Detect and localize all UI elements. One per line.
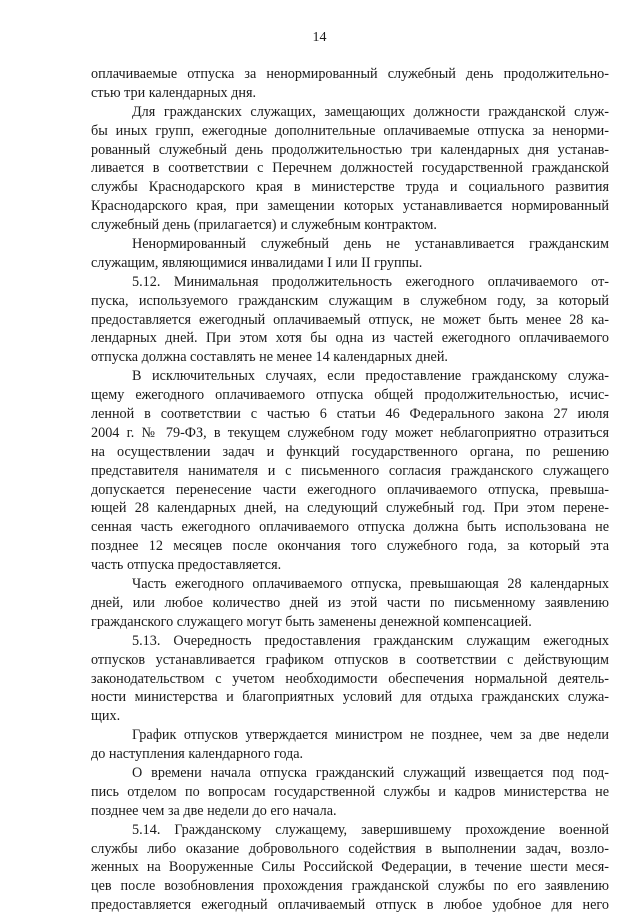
text-line: служебный день (прилагается) и служебным контрактом. <box>91 217 437 234</box>
text-line: бы иных групп, ежегодные дополнительные оплачиваемые отпуска за ненорми- <box>91 122 609 139</box>
text-line: законодательством с учетом необходимости обеспечения нормальной деятель- <box>91 670 609 687</box>
text-line: позднее 12 месяцев после окончания того служебного года, за который эта <box>91 538 609 555</box>
text-line: службы либо оказание добровольного содействия в выполнении задач, возло- <box>91 840 609 857</box>
text-line: стью три календарных дня. <box>91 84 257 101</box>
text-line: гражданского служащего могут быть заменены денежной компенсацией. <box>91 613 532 630</box>
text-line: женных на Вооруженные Силы Российской Федерации, в течение шести меся- <box>91 859 609 876</box>
text-line: 5.12. Минимальная продолжительность ежегодного оплачиваемого от- <box>132 273 609 290</box>
text-line: щему ежегодного оплачиваемого отпуска общей продолжительностью, исчис- <box>91 387 609 404</box>
paragraph <box>91 726 609 764</box>
text-line: График отпусков утверждается министром не позднее, чем за две недели <box>132 727 609 744</box>
paragraph <box>91 65 609 103</box>
page-number: 14 <box>312 30 327 45</box>
paragraph <box>91 632 609 726</box>
paragraph <box>91 367 609 575</box>
paragraph <box>91 764 609 821</box>
paragraph <box>91 103 609 235</box>
text-line: О времени начала отпуска гражданский служащий извещается под под- <box>132 764 609 781</box>
text-line: ности министерства и благоприятных условий для отдыха гражданских служа- <box>91 689 609 706</box>
text-line: отпуска должна составлять не менее 14 календарных дней. <box>91 349 448 366</box>
paragraph <box>91 273 609 367</box>
text-line: Ненормированный служебный день не устанавливается гражданским <box>132 236 609 253</box>
text-line: Для гражданских служащих, замещающих должности гражданской служ- <box>132 103 609 120</box>
text-line: часть отпуска предоставляется. <box>91 557 282 574</box>
text-line: 5.14. Гражданскому служащему, завершившему прохождение военной <box>132 821 609 838</box>
text-line: Краснодарского края, при замещении которых устанавливается нормированный <box>91 198 609 215</box>
document-body <box>91 65 609 915</box>
text-line: отпусков устанавливается графиком отпусков в соответствии с действующим <box>91 651 609 668</box>
text-line: до наступления календарного года. <box>91 746 304 763</box>
text-line: 2004 г. № 79-ФЗ, в текущем служебном году может неблагоприятно отразиться <box>91 424 609 441</box>
text-line: лендарных дней. При этом хотя бы одна из частей ежегодного оплачиваемого <box>91 330 609 347</box>
text-line: В исключительных случаях, если предоставление гражданскому служа- <box>132 368 609 385</box>
paragraph <box>91 575 609 632</box>
text-line: позднее чем за две недели до его начала. <box>91 802 337 819</box>
text-line: на осуществлении задач и функций государственного органа, по решению <box>91 443 609 460</box>
text-line: ленной в соответствии с частью 6 статьи 46 Федерального закона 27 июля <box>91 406 609 423</box>
text-line: ющей 28 календарных дней, на следующий служебный год. При этом перене- <box>91 500 609 517</box>
text-line: цев после возобновления прохождения гражданской службы по его заявлению <box>91 878 609 895</box>
text-line: 5.13. Очередность предоставления гражданским служащим ежегодных <box>132 632 609 649</box>
text-line: сенная часть ежегодного оплачиваемого отпуска должна быть использована не <box>91 519 609 536</box>
text-line: оплачиваемые отпуска за ненормированный служебный день продолжительно- <box>91 66 609 82</box>
text-line: предоставляется ежегодный оплачиваемый отпуск в любое удобное для него <box>91 897 609 914</box>
text-line: Часть ежегодного оплачиваемого отпуска, превышающая 28 календарных <box>132 576 609 593</box>
text-line: службы Краснодарского края в министерстве труда и социального развития <box>91 179 609 196</box>
text-line: служащим, являющимися инвалидами I или II группы. <box>91 254 423 271</box>
text-line: рованный служебный день продолжительностью три календарных дня устанав- <box>91 141 609 158</box>
text-line: дней, или любое количество дней из этой части по письменному заявлению <box>91 594 609 611</box>
paragraph <box>91 821 609 915</box>
text-line: представителя нанимателя и с письменного согласия гражданского служащего <box>91 462 609 479</box>
text-line: щих. <box>91 708 121 725</box>
text-line: пуска, используемого гражданским служащим в служебном году, за который <box>91 292 609 309</box>
text-line: ливается в соответствии с Перечнем должностей государственной гражданской <box>91 160 609 177</box>
text-line: допускается перенесение части ежегодного оплачиваемого отпуска, превыша- <box>91 481 609 498</box>
text-line: предоставляется ежегодный оплачиваемый отпуск, не может быть менее 28 ка- <box>91 311 609 328</box>
paragraph <box>91 235 609 273</box>
text-line: пись отделом по вопросам государственной службы и кадров министерства не <box>91 783 609 800</box>
